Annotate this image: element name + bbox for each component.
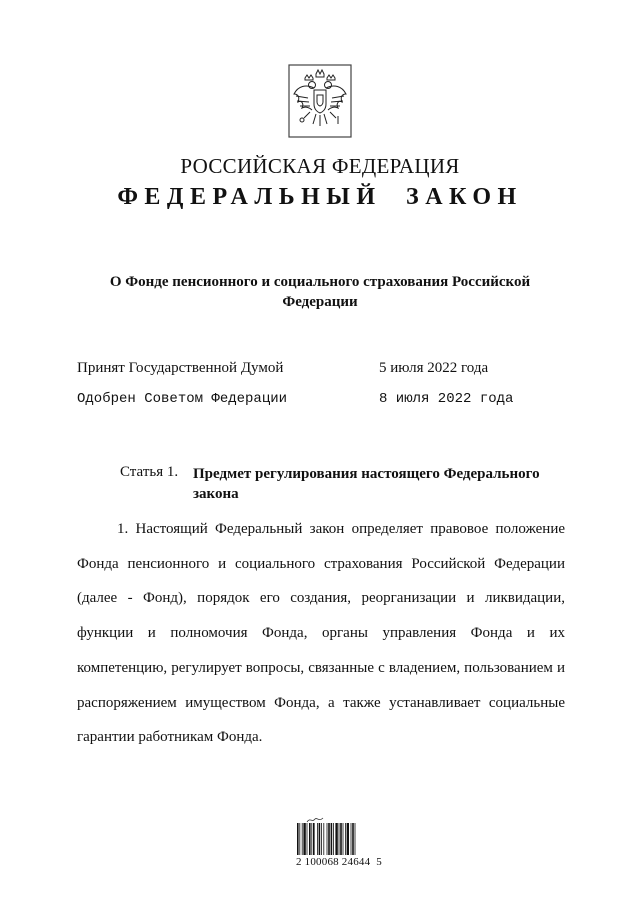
barcode-bar [321,823,322,855]
barcode-bar [339,823,340,855]
law-title: О Фонде пенсионного и социального страхования Российской Федерации [109,274,531,310]
adoption-label: Принят Государственной Думой [77,360,284,376]
barcode-bar [319,823,321,855]
barcode-bar [313,823,315,855]
barcode-bar [331,823,333,855]
barcode-bar [323,823,324,855]
article-number: Статья 1. [120,464,179,480]
barcode-bar [335,823,337,855]
barcode-bar [311,823,312,855]
barcode-icon [296,823,379,855]
article-paragraph: 1. Настоящий Федеральный закон определяет правовое положение Фонда пенсионного и социального страхования Российской Федерации (далее - Фонд), порядок его создания, реорганизации и ликвидации, функции и полномочия Фонда, органы управления Фонда и их компетенцию, регулирует вопросы, связанные с владением, пользованием и распоряжением имуществом Фонда, а также устанавливает социальные гарантии работникам Фонда. [77,521,565,746]
barcode-bar [355,823,356,855]
barcode-bar [340,823,342,855]
adoption-date: 8 июля 2022 года [379,391,514,407]
barcode-bar [302,823,303,855]
barcode-bar [351,823,352,855]
barcode-bar [327,823,328,855]
adoption-date: 5 июля 2022 года [379,360,489,376]
country-name: РОССИЙСКАЯ ФЕДЕРАЦИЯ [180,154,460,178]
barcode-bar [317,823,318,855]
barcode-bar [352,823,354,855]
barcode-bar [297,823,299,855]
barcode-bar [328,823,330,855]
barcode-bar [347,823,349,855]
coat-of-arms-icon [288,64,352,138]
barcode-bar [303,823,305,855]
barcode-bar [309,823,311,855]
barcode-bar [333,823,334,855]
adoption-label: Одобрен Советом Федерации [77,391,288,407]
barcode-number: 2 100068 24644 5 [296,856,382,868]
barcode-bar [343,823,344,855]
barcode-bar [299,823,300,855]
document-type: ФЕДЕРАЛЬНЫЙ ЗАКОН [117,184,523,210]
article-title: Предмет регулирования настоящего Федерального закона [193,466,540,502]
barcode-bar [345,823,346,855]
barcode-bar [307,823,308,855]
